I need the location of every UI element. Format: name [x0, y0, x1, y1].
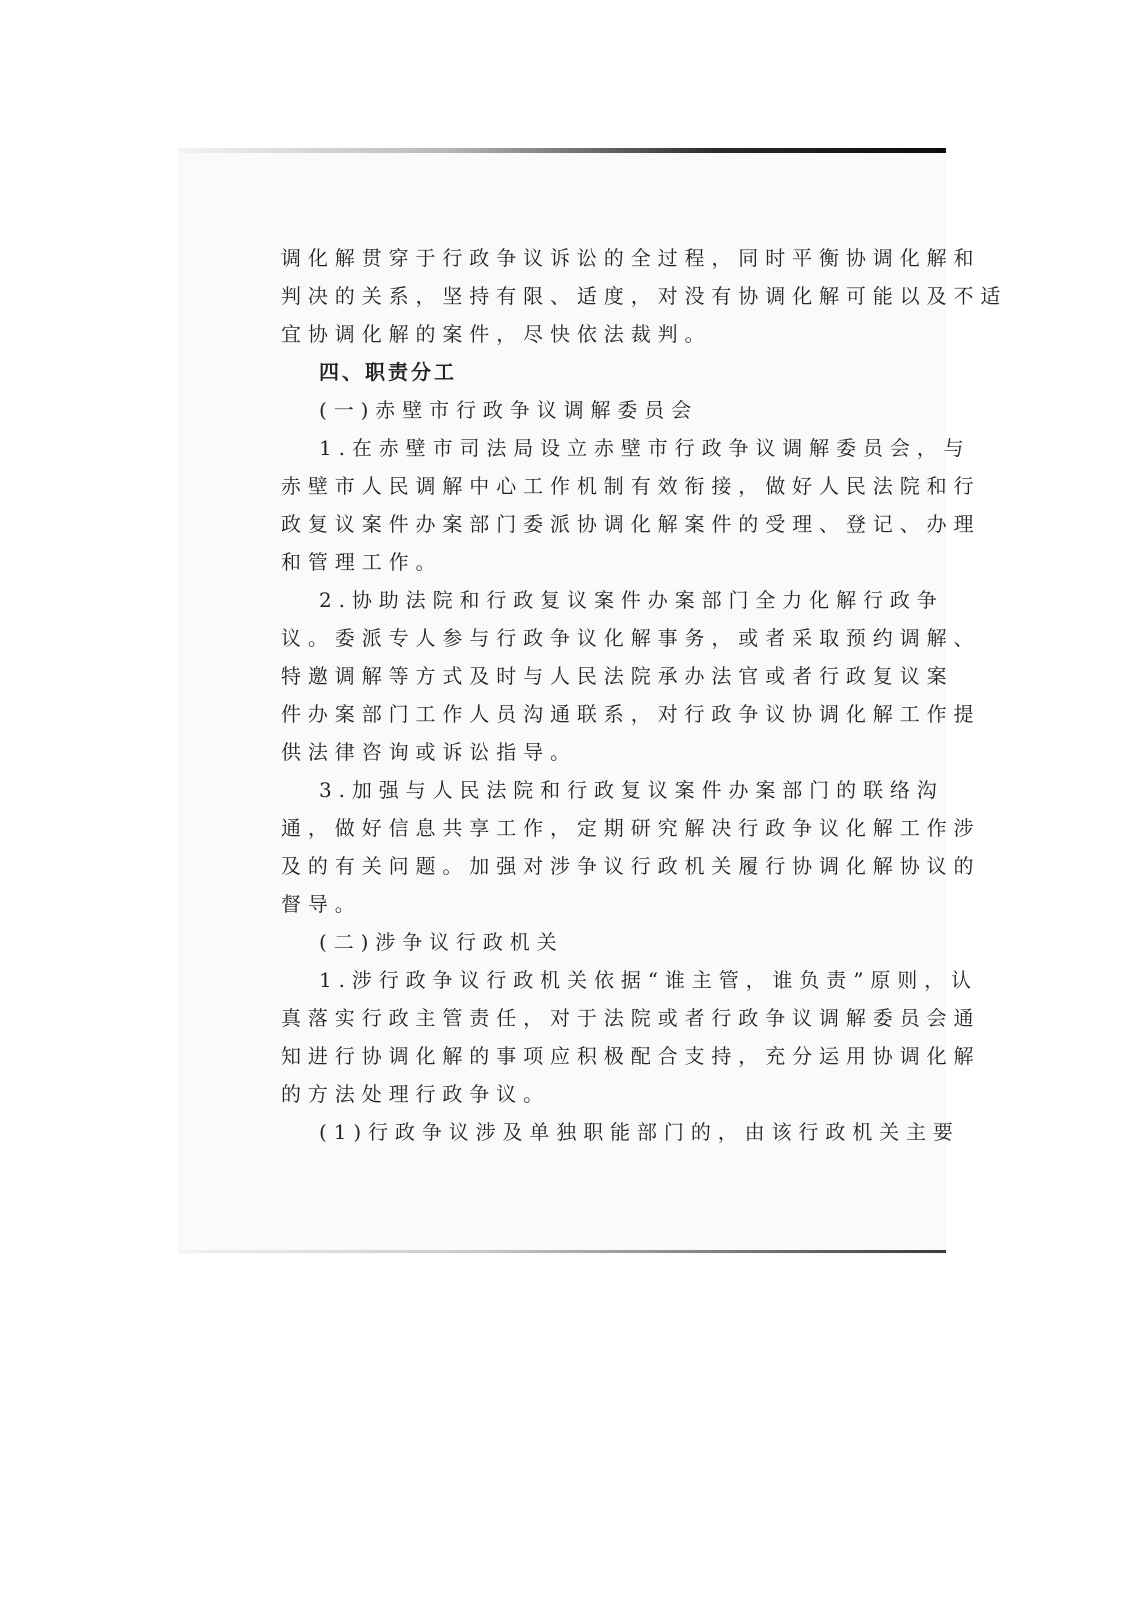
body-line: 赤壁市人民调解中心工作机制有效衔接，做好人民法院和行 [281, 474, 981, 498]
body-line: 督导。 [281, 892, 362, 916]
page-top-edge-shadow [178, 148, 946, 153]
body-line: 和管理工作。 [281, 550, 443, 574]
body-line: 3.加强与人民法院和行政复议案件办案部门的联络沟 [319, 778, 944, 802]
subsection-heading-agencies: (二)涉争议行政机关 [319, 930, 564, 954]
body-line: 通，做好信息共享工作，定期研究解决行政争议化解工作涉 [281, 816, 981, 840]
body-line: 及的有关问题。加强对涉争议行政机关履行协调化解协议的 [281, 854, 981, 878]
body-line: 2.协助法院和行政复议案件办案部门全力化解行政争 [319, 588, 944, 612]
body-line: 供法律咨询或诉讼指导。 [281, 740, 577, 764]
subsection-heading-committee: (一)赤壁市行政争议调解委员会 [319, 398, 699, 422]
body-line: 1.在赤壁市司法局设立赤壁市行政争议调解委员会，与 [319, 436, 971, 460]
body-line: 件办案部门工作人员沟通联系，对行政争议协调化解工作提 [281, 702, 981, 726]
body-line: 政复议案件办案部门委派协调化解案件的受理、登记、办理 [281, 512, 981, 536]
page-bottom-edge-shadow [178, 1250, 946, 1253]
body-line: 议。委派专人参与行政争议化解事务，或者采取预约调解、 [281, 626, 981, 650]
body-line: 真落实行政主管责任，对于法院或者行政争议调解委员会通 [281, 1006, 981, 1030]
body-line: 判决的关系，坚持有限、适度，对没有协调化解可能以及不适 [281, 284, 1008, 308]
body-line: 1.涉行政争议行政机关依据“谁主管，谁负责”原则，认 [319, 968, 978, 992]
body-line: 调化解贯穿于行政争议诉讼的全过程，同时平衡协调化解和 [281, 246, 981, 270]
body-line: 的方法处理行政争议。 [281, 1082, 550, 1106]
body-line: 宜协调化解的案件，尽快依法裁判。 [281, 322, 712, 346]
section-heading-duties: 四、职责分工 [319, 360, 457, 384]
body-line: 知进行协调化解的事项应积极配合支持，充分运用协调化解 [281, 1044, 981, 1068]
body-line: 特邀调解等方式及时与人民法院承办法官或者行政复议案 [281, 664, 954, 688]
body-line: (1)行政争议涉及单独职能部门的，由该行政机关主要 [319, 1120, 960, 1144]
